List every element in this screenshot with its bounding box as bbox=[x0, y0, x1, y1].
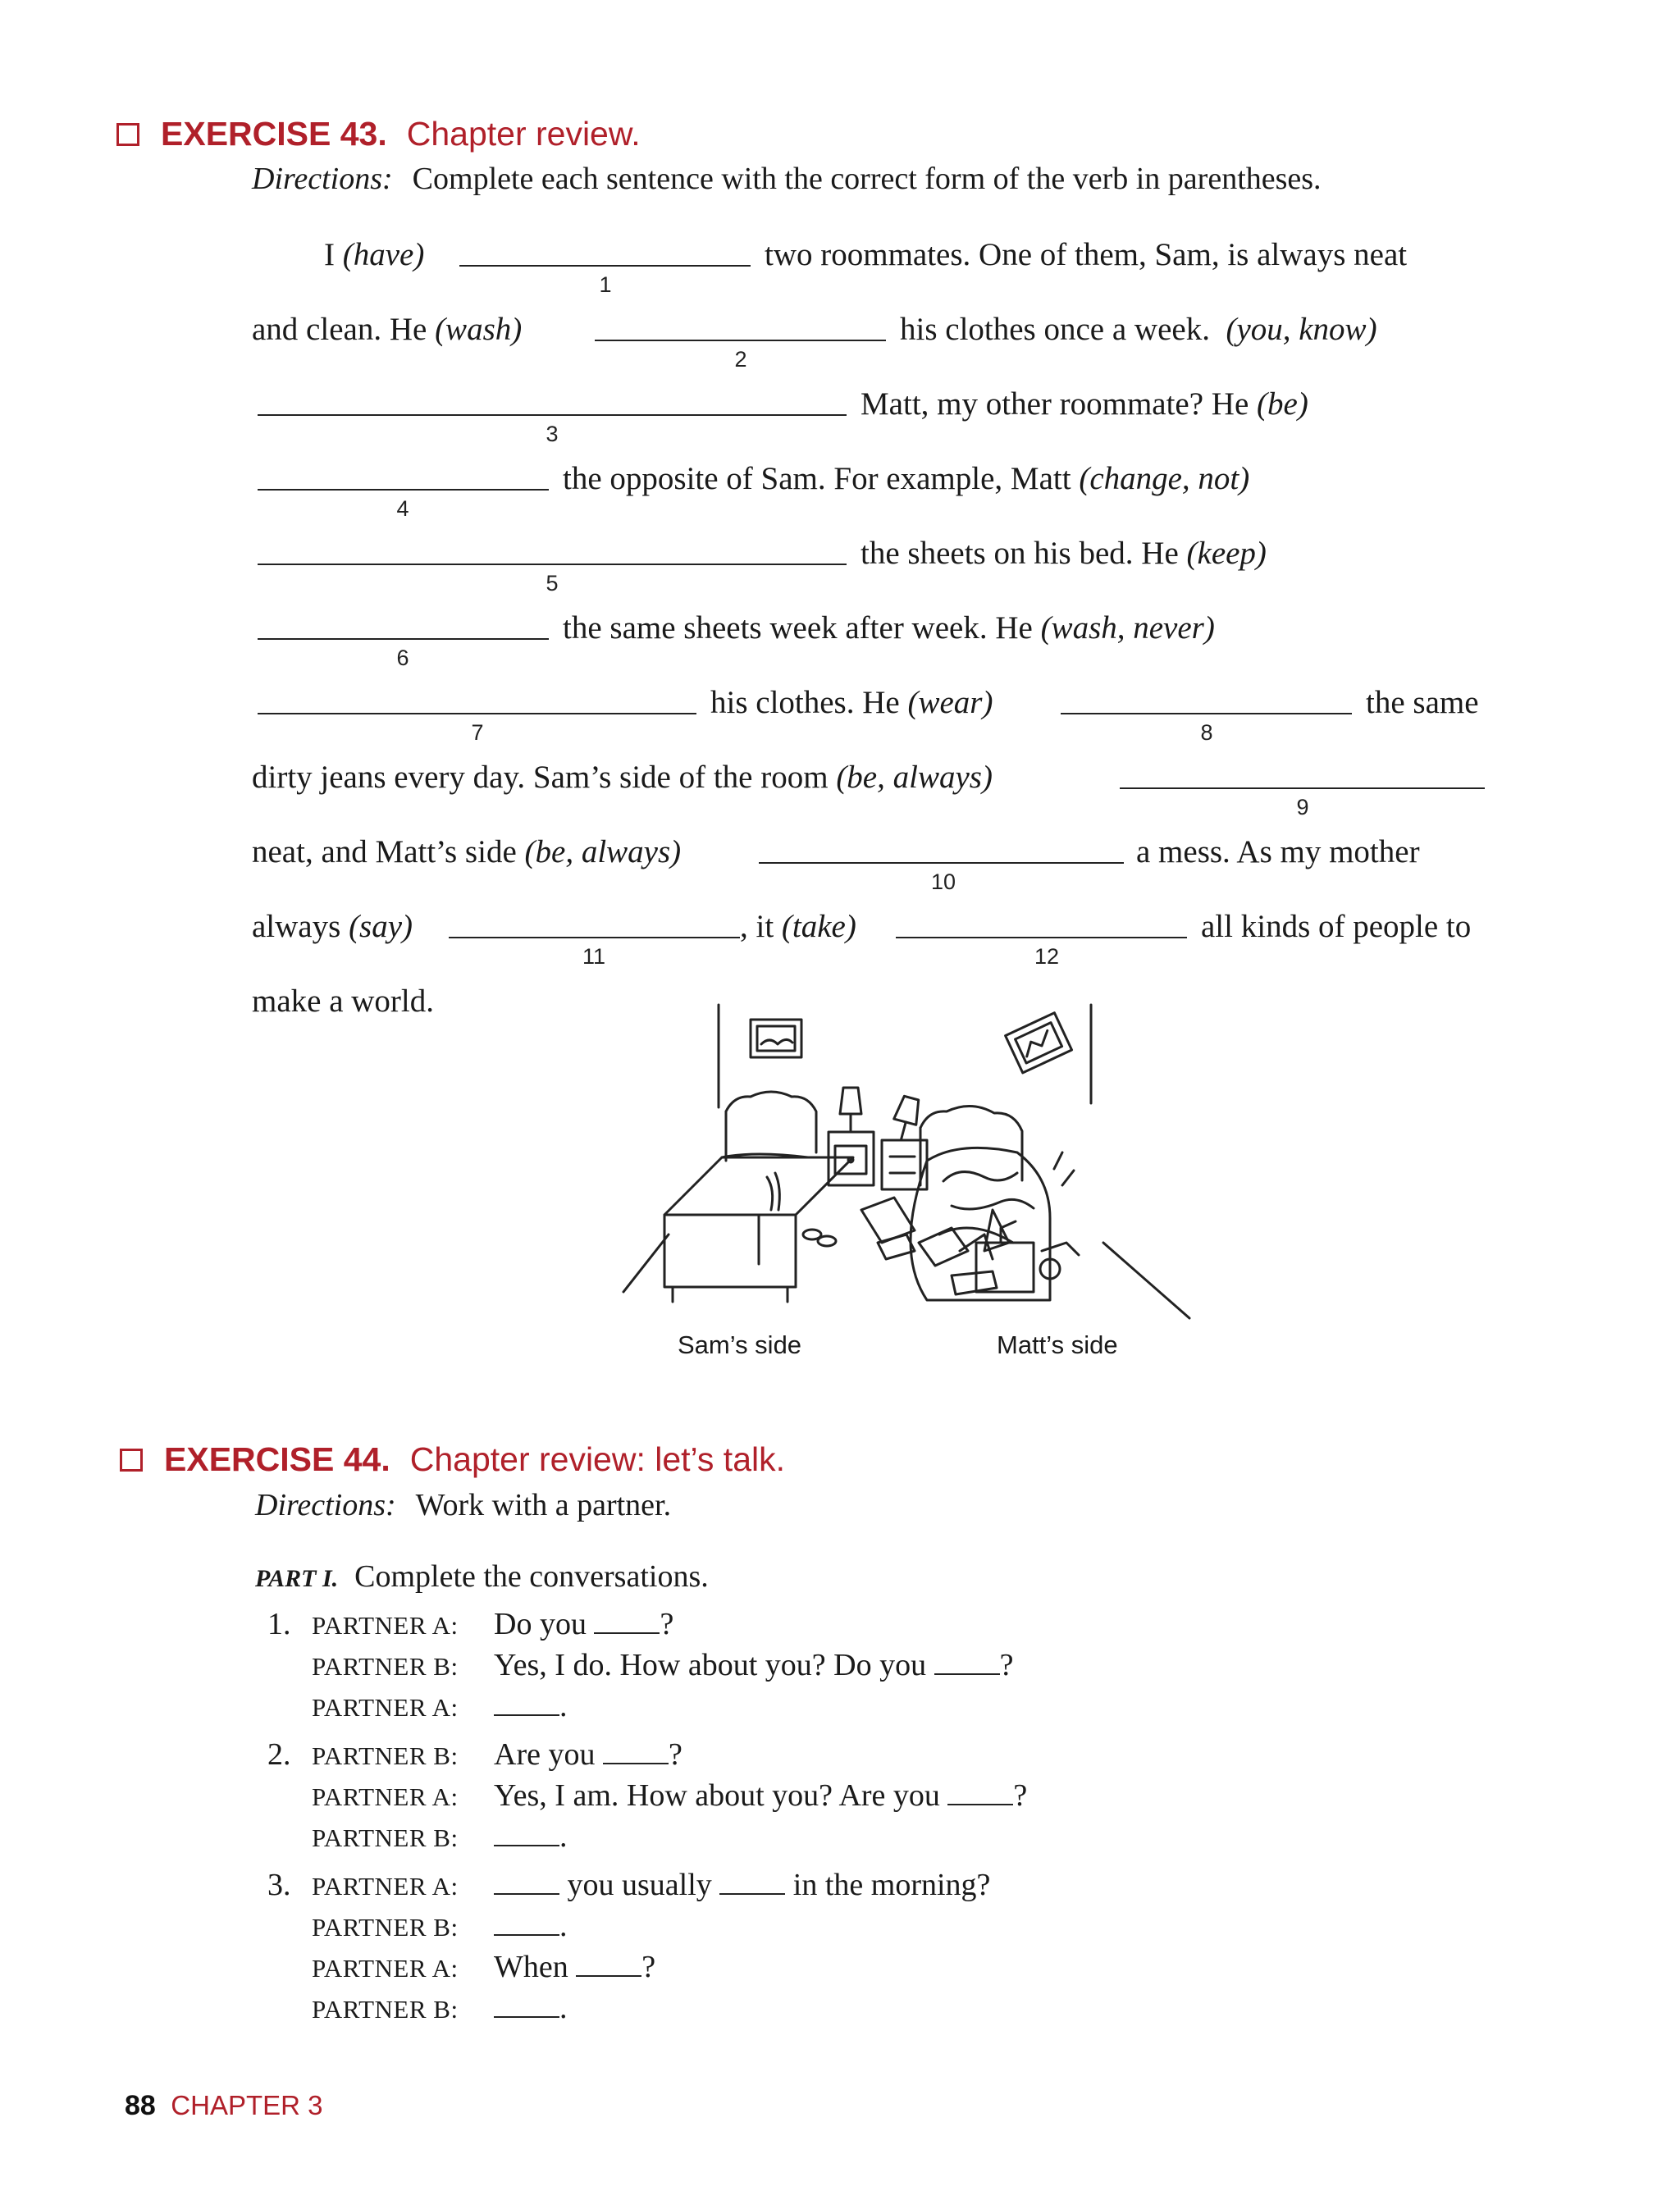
blank-number-10: 10 bbox=[930, 869, 956, 894]
blank-number-2: 2 bbox=[734, 347, 747, 372]
exercise-44-label: EXERCISE 44. bbox=[164, 1440, 390, 1478]
answer-blank[interactable] bbox=[594, 1609, 660, 1634]
exercise-44-heading bbox=[120, 1440, 785, 1479]
answer-blank[interactable] bbox=[719, 1870, 785, 1895]
exercise-43-directions: Directions: Complete each sentence with the correct form of the verb in parentheses. bbox=[252, 162, 1322, 196]
line-3: Matt, my other roommate? He (be) bbox=[861, 386, 1308, 422]
blank-number-5: 5 bbox=[546, 571, 559, 596]
blank-1[interactable] bbox=[459, 265, 751, 267]
blank-number-7: 7 bbox=[471, 720, 484, 745]
line-9-end: a mess. As my mother bbox=[1136, 834, 1420, 869]
line-11: make a world. bbox=[252, 983, 435, 1019]
line-10: always (say) bbox=[252, 909, 413, 944]
answer-blank[interactable] bbox=[947, 1781, 1013, 1805]
line-4: the opposite of Sam. For example, Matt (change, not) bbox=[563, 461, 1250, 496]
conv-line-4: 2. PARTNER B: Are you ? bbox=[267, 1737, 682, 1772]
blank-2[interactable] bbox=[595, 340, 886, 341]
conv-line-5: PARTNER A: Yes, I am. How about you? Are you ? bbox=[312, 1778, 1028, 1813]
answer-blank[interactable] bbox=[494, 1822, 559, 1846]
blank-7[interactable] bbox=[258, 713, 696, 714]
conv-line-10: PARTNER B: . bbox=[312, 1991, 568, 2025]
line-1: I (have) bbox=[324, 237, 425, 272]
answer-blank[interactable] bbox=[494, 1870, 559, 1895]
blank-4[interactable] bbox=[258, 489, 549, 491]
blank-12[interactable] bbox=[896, 937, 1187, 938]
conv-line-8: PARTNER B: . bbox=[312, 1909, 568, 1943]
blank-3[interactable] bbox=[258, 414, 847, 416]
caption-matts-side: Matt’s side bbox=[997, 1330, 1118, 1359]
blank-5[interactable] bbox=[258, 564, 847, 565]
blank-number-4: 4 bbox=[396, 496, 409, 521]
line-8: dirty jeans every day. Sam’s side of the room (be, always) bbox=[252, 760, 993, 795]
conv-line-6: PARTNER B: . bbox=[312, 1819, 568, 1854]
exercise-43-heading bbox=[116, 115, 641, 153]
blank-number-9: 9 bbox=[1296, 795, 1309, 819]
blank-number-12: 12 bbox=[1034, 944, 1060, 969]
answer-blank[interactable] bbox=[494, 1993, 559, 2018]
chapter-label: CHAPTER 3 bbox=[171, 2090, 323, 2120]
answer-blank[interactable] bbox=[603, 1740, 669, 1764]
exercise-44-directions: Directions: Work with a partner. bbox=[255, 1488, 672, 1522]
checkbox-icon[interactable] bbox=[116, 123, 139, 146]
bedroom-illustration bbox=[607, 997, 1198, 1341]
blank-9[interactable] bbox=[1120, 787, 1485, 789]
conv-line-2: PARTNER B: Yes, I do. How about you? Do you ? bbox=[312, 1648, 1014, 1682]
caption-sams-side: Sam’s side bbox=[678, 1330, 802, 1359]
line-10-end: all kinds of people to bbox=[1201, 909, 1472, 944]
line-9: neat, and Matt’s side (be, always) bbox=[252, 834, 682, 869]
line-7: his clothes. He (wear) bbox=[710, 685, 993, 720]
checkbox-icon[interactable] bbox=[120, 1449, 143, 1472]
part-1-instruction: PART I. Complete the conversations. bbox=[255, 1559, 709, 1594]
exercise-44-title: Chapter review: let’s talk. bbox=[409, 1440, 786, 1478]
line-2: and clean. He (wash) bbox=[252, 312, 523, 347]
blank-number-8: 8 bbox=[1200, 720, 1213, 745]
line-2-end: his clothes once a week. (you, know) bbox=[900, 312, 1377, 347]
page-footer bbox=[125, 2090, 323, 2122]
conv-line-1: 1. PARTNER A: Do you ? bbox=[267, 1607, 674, 1641]
blank-11[interactable] bbox=[449, 937, 740, 938]
line-1-end: two roommates. One of them, Sam, is always neat bbox=[765, 237, 1408, 272]
exercise-43-title: Chapter review. bbox=[406, 115, 641, 153]
answer-blank[interactable] bbox=[934, 1650, 1000, 1675]
blank-10[interactable] bbox=[759, 862, 1124, 864]
answer-blank[interactable] bbox=[576, 1952, 641, 1977]
conv-line-9: PARTNER A: When ? bbox=[312, 1950, 656, 1984]
blank-number-6: 6 bbox=[396, 646, 409, 670]
blank-number-1: 1 bbox=[599, 272, 612, 297]
line-5: the sheets on his bed. He (keep) bbox=[861, 536, 1267, 571]
line-7-end: the same bbox=[1366, 685, 1479, 720]
page-number: 88 bbox=[125, 2090, 156, 2121]
exercise-43-label: EXERCISE 43. bbox=[161, 115, 387, 153]
answer-blank[interactable] bbox=[494, 1691, 559, 1716]
answer-blank[interactable] bbox=[494, 1911, 559, 1936]
conv-line-3: PARTNER A: . bbox=[312, 1689, 568, 1723]
blank-number-11: 11 bbox=[582, 944, 606, 969]
blank-8[interactable] bbox=[1061, 713, 1352, 714]
line-6: the same sheets week after week. He (wash, never) bbox=[563, 610, 1215, 646]
conv-line-7: 3. PARTNER A: you usually in the morning? bbox=[267, 1868, 991, 1902]
blank-number-3: 3 bbox=[546, 422, 559, 446]
blank-6[interactable] bbox=[258, 638, 549, 640]
line-10-mid: , it (take) bbox=[740, 909, 856, 944]
